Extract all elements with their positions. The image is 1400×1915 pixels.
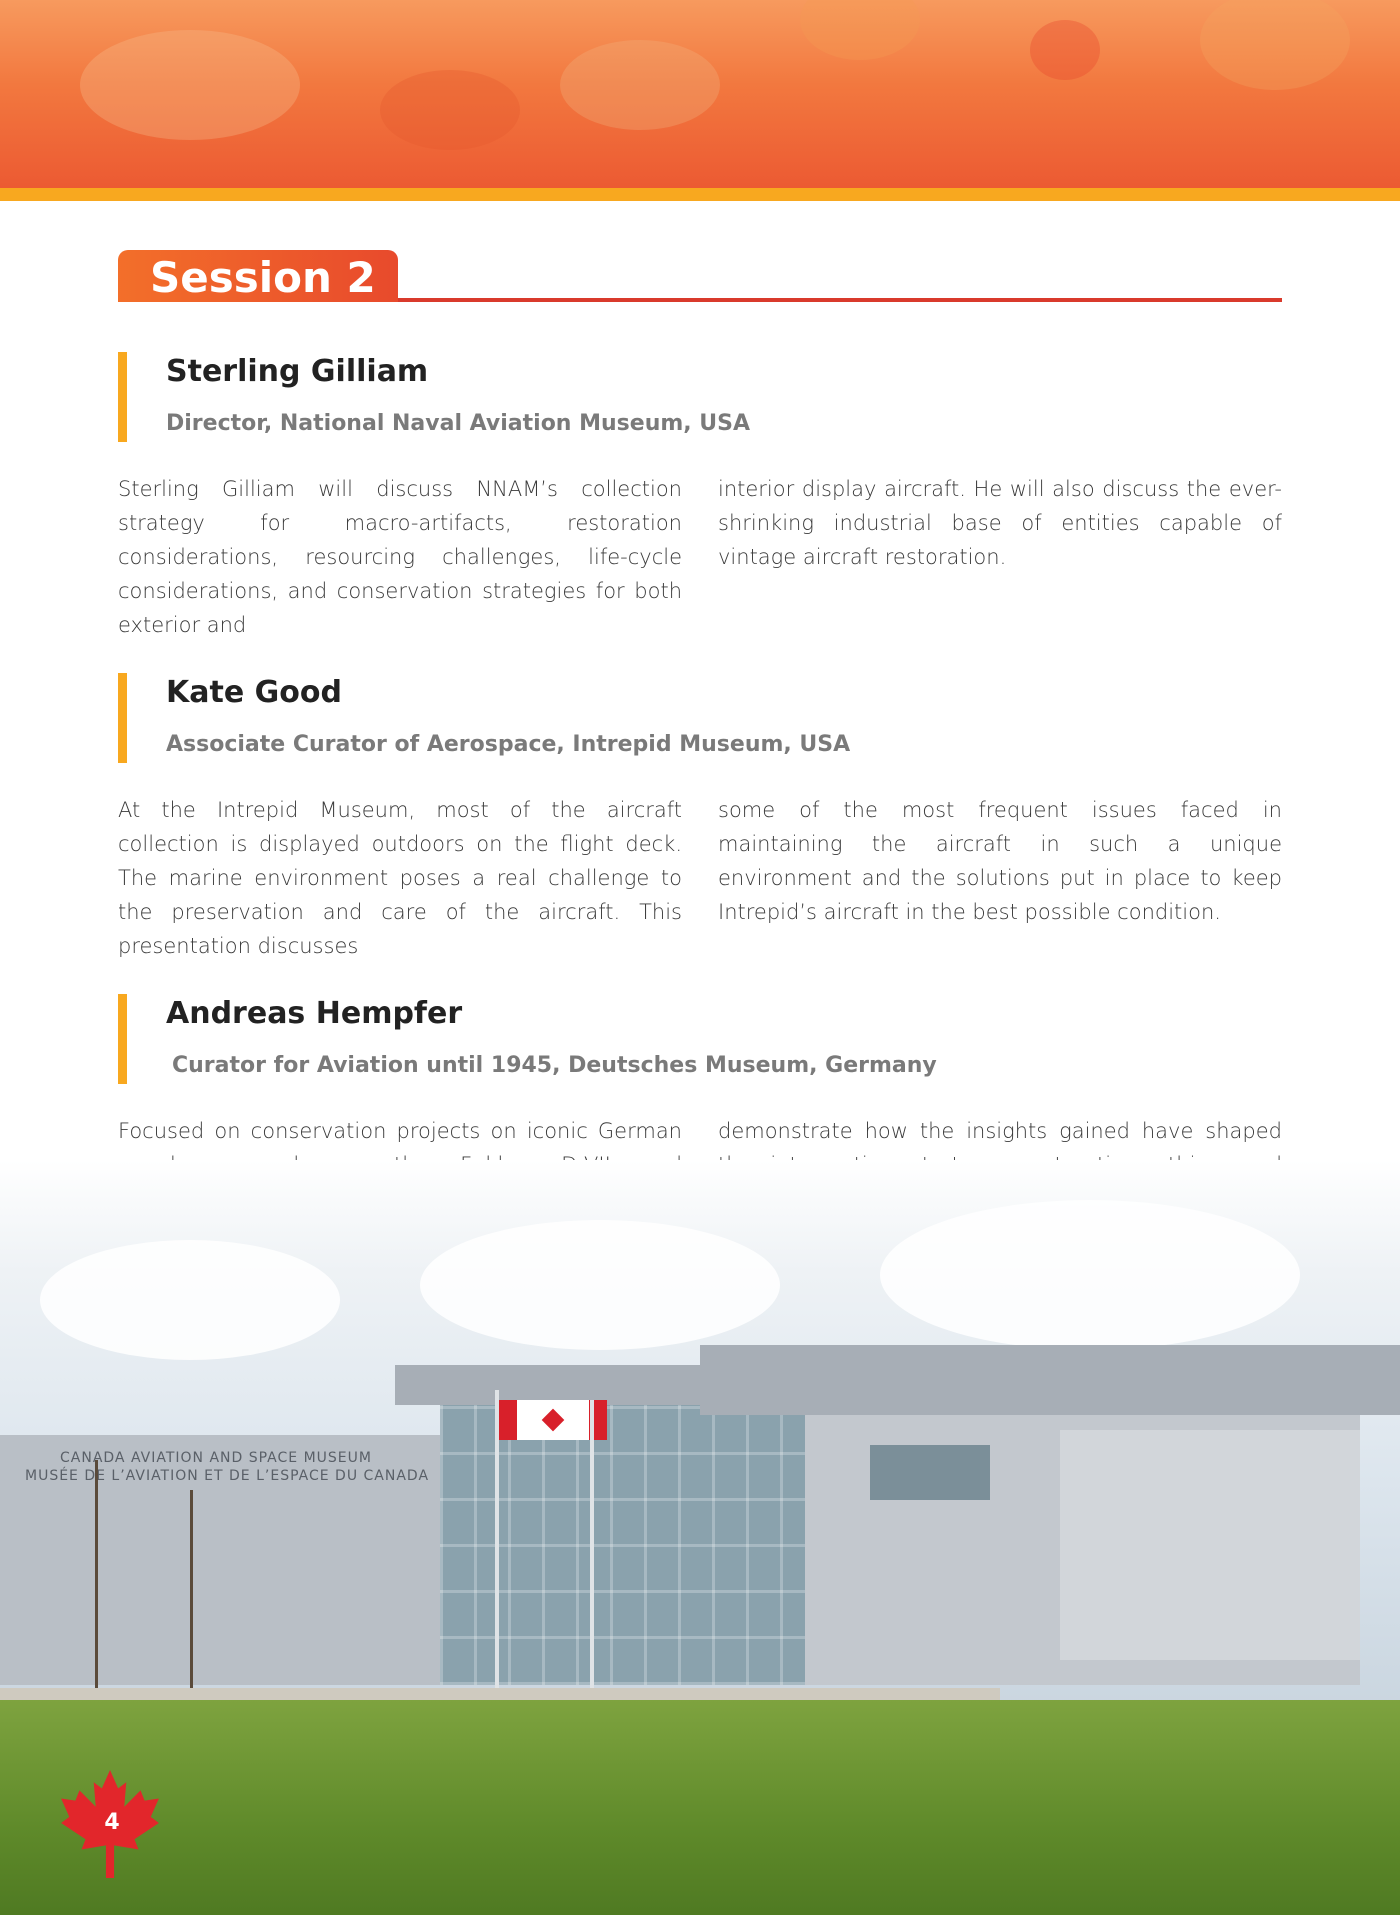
cloud [420,1220,780,1350]
speaker-accent-bar [118,352,127,442]
speaker-bio-col1: At the Intrepid Museum, most of the aircraft collection is displayed outdoors on the flight deck. The marine environment poses a real challenge to the preservation and care of the aircraft. This presentation discusses [118,798,682,958]
speaker-bio-col1: Focused on conservation projects on iconic German [118,1119,682,1143]
speaker-role: Associate Curator of Aerospace, Intrepid Museum, USA [166,732,851,757]
tree [190,1490,193,1690]
cloud [40,1240,340,1360]
museum-photo [0,1160,1400,1915]
speaker-bio-col2: demonstrate how the insights gained have shaped [718,1119,1282,1143]
session-rule [398,298,1282,302]
cloud [880,1200,1300,1350]
lawn [0,1700,1400,1915]
panel-wall [1060,1430,1360,1660]
right-roof [700,1345,1400,1415]
speaker-role: Curator for Aviation until 1945, Deutsches Museum, Germany [172,1053,937,1078]
speaker-bio-col2: some of the most frequent issues faced in maintaining the aircraft in such a unique environment and the solutions put in place to keep Intrepid’s aircraft in the best possible condition. [718,798,1282,924]
speaker-role: Director, National Naval Aviation Museum, USA [166,411,751,436]
banner-stripe [0,188,1400,201]
page-number: 4 [104,1810,120,1835]
speaker-bio-col1: Sterling Gilliam will discuss NNAM’s collection strategy for macro-artifacts, restoration considerations, resourcing challenges, life-cycle considerations, and conservation strategies for both exterior and [118,477,682,637]
flag-pole [590,1400,594,1690]
header-banner [0,0,1400,188]
speaker-bio-col2: interior display aircraft. He will also discuss the ever-shrinking industrial base of entities capable of vintage aircraft restoration. [718,477,1282,569]
museum-sign-line2: MUSÉE DE L’AVIATION ET DE L’ESPACE DU CANADA [25,1468,430,1484]
speaker-name: Sterling Gilliam [166,354,429,389]
speaker-name: Kate Good [166,675,342,710]
museum-sign-line1: CANADA AVIATION AND SPACE MUSEUM [60,1450,372,1466]
speaker-accent-bar [118,994,127,1084]
speaker-accent-bar [118,673,127,763]
window [870,1445,990,1500]
speaker-name: Andreas Hempfer [166,996,463,1031]
session-title: Session 2 [150,253,376,302]
tree [95,1460,98,1690]
